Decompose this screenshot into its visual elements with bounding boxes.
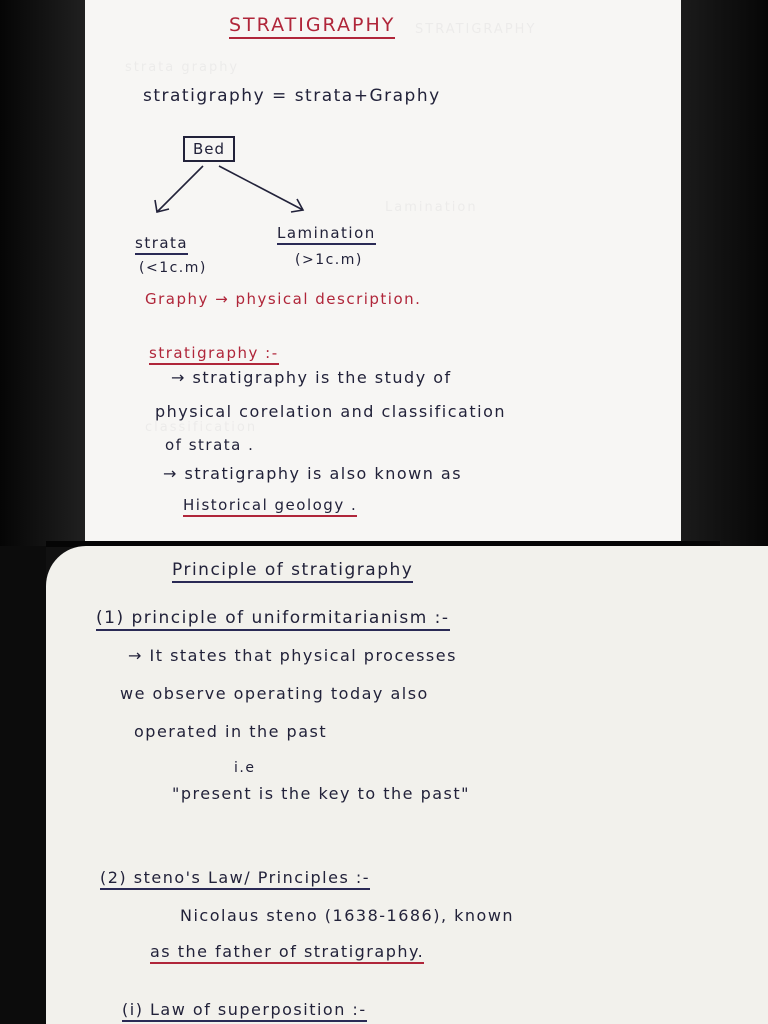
- principles-heading: Principle of stratigraphy: [172, 560, 413, 580]
- strata-size: (<1c.m): [139, 260, 207, 276]
- principle-1-line-2: we observe operating today also: [120, 684, 429, 703]
- background-right: [681, 0, 768, 546]
- bullet-1-line-1: → stratigraphy is the study of: [171, 368, 452, 387]
- section-heading-stratigraphy: stratigraphy :-: [149, 344, 279, 362]
- lamination-size: (>1c.m): [295, 252, 363, 268]
- bullet-1-line-2: physical corelation and classification: [155, 402, 506, 421]
- equation: stratigraphy = strata+Graphy: [143, 86, 441, 106]
- principle-1-heading: (1) principle of uniformitarianism :-: [96, 608, 450, 628]
- lamination-label: Lamination: [277, 224, 376, 242]
- bed-box: Bed: [183, 136, 235, 162]
- bullet-1-line-3: of strata .: [165, 436, 255, 454]
- notebook-page-bottom: [46, 546, 768, 1024]
- principle-2-line-2: as the father of stratigraphy.: [150, 942, 424, 961]
- bullet-2-line-1: → stratigraphy is also known as: [163, 464, 463, 483]
- principle-2-heading: (2) steno's Law/ Principles :-: [100, 868, 370, 887]
- bullet-2-line-2: Historical geology .: [183, 496, 357, 514]
- strata-label: strata: [135, 234, 188, 252]
- principle-2-line-1: Nicolaus steno (1638-1686), known: [180, 906, 515, 925]
- principle-1-quote: "present is the key to the past": [172, 784, 470, 803]
- background-bottom-left: [0, 546, 46, 1024]
- notebook-page-top: STRATIGRAPHY strata graphy Lamination classification STRATIGRAPHY stratigraphy = strata+Graphy Bed strata (<1c.m) Lamination (>1c.m) Graphy → physical description. stratigraphy :- → stratigraphy is the study of physical corelation and classification of strata . → stratigraphy is also known as Historical geology .: [85, 0, 681, 543]
- principle-1-line-3: operated in the past: [134, 722, 328, 741]
- graphy-definition: Graphy → physical description.: [145, 290, 422, 308]
- principle-1-line-1: → It states that physical processes: [128, 646, 457, 665]
- background-left: [0, 0, 85, 546]
- law-of-superposition-heading: (i) Law of superposition :-: [122, 1000, 367, 1019]
- page-title: STRATIGRAPHY: [229, 14, 395, 36]
- principle-1-ie: i.e: [234, 760, 256, 776]
